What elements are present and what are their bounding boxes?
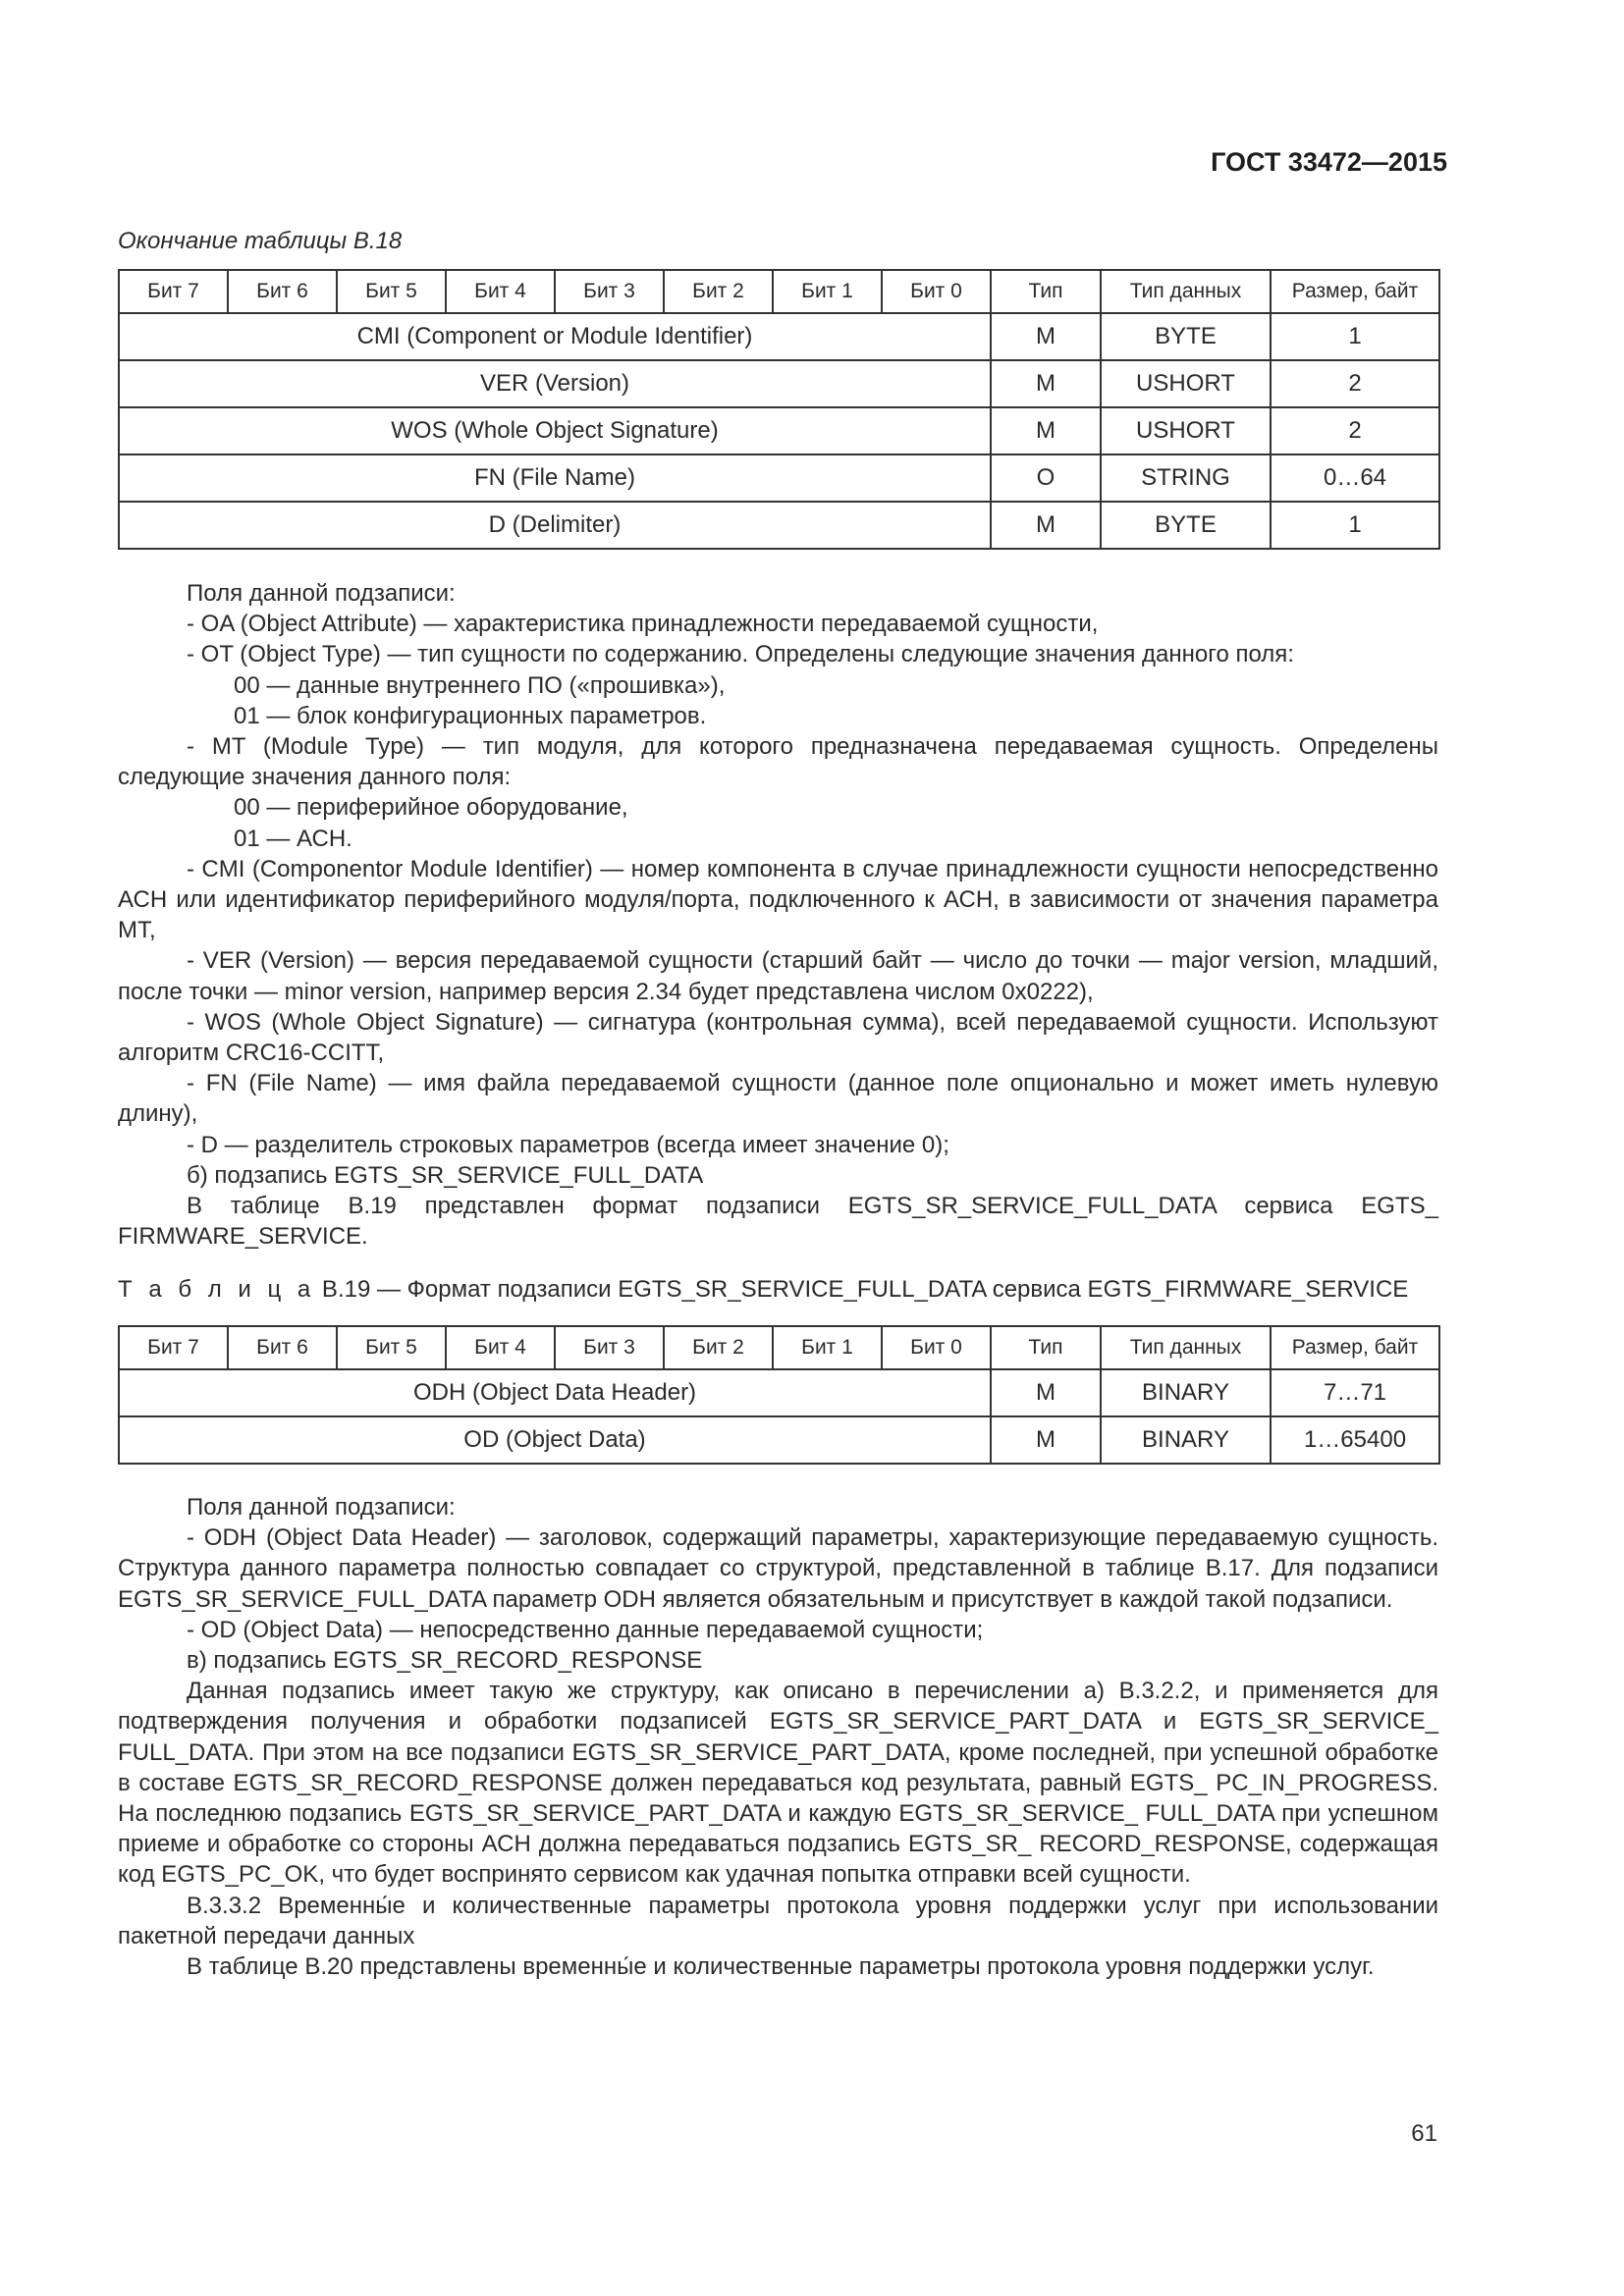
paragraph: - WOS (Whole Object Signature) — сигнатура (контрольная сумма), всей передаваемой сущности. Используют алгоритм CRC16-CCITT, [118, 1008, 1438, 1067]
size-cell: 1 [1271, 502, 1439, 549]
data-type-cell: BYTE [1101, 502, 1271, 549]
type-cell: M [991, 360, 1101, 407]
field-name-cell: D (Delimiter) [119, 502, 991, 549]
paragraph: Данная подзапись имеет такую же структуру, как описано в перечислении а) В.3.2.2, и применяется для подтверждения получения и обработки подзаписей EGTS_SR_SERVICE_PART_DATA и EGTS_SR_SERVICE_ FULL_DATA. При этом на все подзаписи EGTS_SR_SERVICE_PART_DATA, кроме последней, при успешной обработке в составе EGTS_SR_RECORD_RESPONSE должен передаваться код результата, равный EGTS_ PC_IN_PROGRESS. На последнюю подзапись EGTS_SR_SERVICE_PART_DATA и каждую EGTS_SR_SERVICE_ FULL_DATA при успешном приеме и обработке со стороны АСН должна передаваться подзапись EGTS_SR_ RECORD_RESPONSE, содержащая код EGTS_PC_OK, что будет воспринято сервисом как удачная попытка отправки всей сущности. [118, 1678, 1438, 1889]
table-label: Т а б л и ц а [118, 1276, 316, 1303]
paragraph: б) подзапись EGTS_SR_SERVICE_FULL_DATA [187, 1161, 704, 1189]
size-cell: 2 [1271, 407, 1439, 454]
field-name-cell: WOS (Whole Object Signature) [119, 407, 991, 454]
table-row [119, 360, 1439, 407]
table-header-row [119, 270, 1439, 313]
paragraph: - FN (File Name) — имя файла передаваемой сущности (данное поле опционально и может иметь нулевую длину), [118, 1070, 1438, 1128]
header-cell: Бит 1 [773, 1326, 882, 1369]
paragraph: - OD (Object Data) — непосредственно данные передаваемой сущности; [187, 1616, 984, 1643]
table-row [119, 454, 1439, 502]
paragraph: В таблице В.20 представлены временны́е и количественные параметры протокола уровня поддержки услуг. [187, 1953, 1375, 1981]
data-type-cell: STRING [1101, 454, 1271, 502]
paragraph: В.3.3.2 Временны́е и количественные параметры протокола уровня поддержки услуг при использовании пакетной передачи данных [118, 1892, 1438, 1949]
size-cell: 2 [1271, 360, 1439, 407]
type-cell: M [991, 407, 1101, 454]
header-cell: Тип данных [1101, 1326, 1271, 1369]
header-cell: Бит 5 [337, 1326, 446, 1369]
table-19-caption [118, 1276, 1408, 1304]
header-cell: Бит 4 [446, 1326, 555, 1369]
table-row [119, 407, 1439, 454]
paragraph: Поля данной подзаписи: [187, 1494, 456, 1521]
table-row [119, 313, 1439, 360]
field-name-cell: VER (Version) [119, 360, 991, 407]
header-cell: Бит 0 [882, 1326, 991, 1369]
table-19 [118, 1325, 1440, 1465]
type-cell: M [991, 1369, 1101, 1416]
size-cell: 1 [1271, 313, 1439, 360]
header-cell: Бит 2 [664, 1326, 773, 1369]
paragraph: - MT (Module Type) — тип модуля, для которого предназначена передаваемая сущность. Определены следующие значения данного поля: [118, 733, 1438, 791]
paragraph: - OT (Object Type) — тип сущности по содержанию. Определены следующие значения данного поля: [187, 641, 1294, 668]
header-cell: Бит 4 [446, 270, 555, 313]
header-cell: Бит 7 [119, 1326, 228, 1369]
header-cell: Бит 5 [337, 270, 446, 313]
paragraph: - D — разделитель строковых параметров (всегда имеет значение 0); [187, 1131, 949, 1158]
size-cell: 7…71 [1271, 1369, 1439, 1416]
paragraph: - ODH (Object Data Header) — заголовок, содержащий параметры, характеризующие передаваемую сущность. Структура данного параметра полностью совпадает со структурой, представленной в таблице В.17. Для подзаписи EGTS_SR_SERVICE_FULL_DATA параметр ODH является обязательным и присутствует в каждой такой подзаписи. [118, 1524, 1438, 1613]
list-item: 00 — данные внутреннего ПО («прошивка»), [234, 671, 726, 699]
header-cell: Бит 1 [773, 270, 882, 313]
data-type-cell: BINARY [1101, 1416, 1271, 1464]
type-cell: M [991, 1416, 1101, 1464]
data-type-cell: BYTE [1101, 313, 1271, 360]
document-header: ГОСТ 33472—2015 [1211, 147, 1447, 177]
header-cell: Бит 6 [228, 270, 337, 313]
header-cell: Тип данных [1101, 270, 1271, 313]
header-cell: Бит 3 [555, 1326, 664, 1369]
field-name-cell: ODH (Object Data Header) [119, 1369, 991, 1416]
fields-description-1 [118, 578, 1438, 1252]
type-cell: O [991, 454, 1101, 502]
header-cell: Тип [991, 1326, 1101, 1369]
field-name-cell: CMI (Component or Module Identifier) [119, 313, 991, 360]
table-row [119, 1416, 1439, 1464]
list-item: 01 — АСН. [234, 825, 352, 852]
data-type-cell: USHORT [1101, 407, 1271, 454]
table-18 [118, 269, 1440, 550]
paragraph: - OA (Object Attribute) — характеристика принадлежности передаваемой сущности, [187, 611, 1099, 638]
paragraph: - CMI (Componentor Module Identifier) — номер компонента в случае принадлежности сущности непосредственно АСН или идентификатор периферийного модуля/порта, подключенного к АСН, в зависимости от значения параметра MT, [118, 855, 1438, 944]
header-cell: Размер, байт [1271, 1326, 1439, 1369]
paragraph: - VER (Version) — версия передаваемой сущности (старший байт — число до точки — major version, младший, после точки — minor version, например версия 2.34 будет представлена числом 0x0222), [118, 947, 1438, 1005]
paragraph: Поля данной подзаписи: [187, 580, 456, 607]
header-cell: Бит 3 [555, 270, 664, 313]
data-type-cell: USHORT [1101, 360, 1271, 407]
page-number: 61 [1411, 2120, 1437, 2147]
table-header-row [119, 1326, 1439, 1369]
size-cell: 0…64 [1271, 454, 1439, 502]
type-cell: M [991, 313, 1101, 360]
data-type-cell: BINARY [1101, 1369, 1271, 1416]
header-cell: Размер, байт [1271, 270, 1439, 313]
header-cell: Бит 7 [119, 270, 228, 313]
table-title: В.19 — Формат подзаписи EGTS_SR_SERVICE_FULL_DATA сервиса EGTS_FIRMWARE_SERVICE [315, 1276, 1409, 1303]
list-item: 01 — блок конфигурационных параметров. [234, 702, 707, 729]
header-cell: Бит 2 [664, 270, 773, 313]
type-cell: M [991, 502, 1101, 549]
header-cell: Тип [991, 270, 1101, 313]
table-row [119, 1369, 1439, 1416]
field-name-cell: OD (Object Data) [119, 1416, 991, 1464]
field-name-cell: FN (File Name) [119, 454, 991, 502]
paragraph: в) подзапись EGTS_SR_RECORD_RESPONSE [187, 1647, 703, 1675]
list-item: 00 — периферийное оборудование, [234, 794, 628, 822]
size-cell: 1…65400 [1271, 1416, 1439, 1464]
fields-description-2 [118, 1492, 1438, 1982]
header-cell: Бит 6 [228, 1326, 337, 1369]
paragraph: В таблице В.19 представлен формат подзаписи EGTS_SR_SERVICE_FULL_DATA сервиса EGTS_ FIRMWARE_SERVICE. [118, 1193, 1438, 1251]
header-cell: Бит 0 [882, 270, 991, 313]
table-row [119, 502, 1439, 549]
table-18-caption: Окончание таблицы В.18 [118, 228, 403, 254]
